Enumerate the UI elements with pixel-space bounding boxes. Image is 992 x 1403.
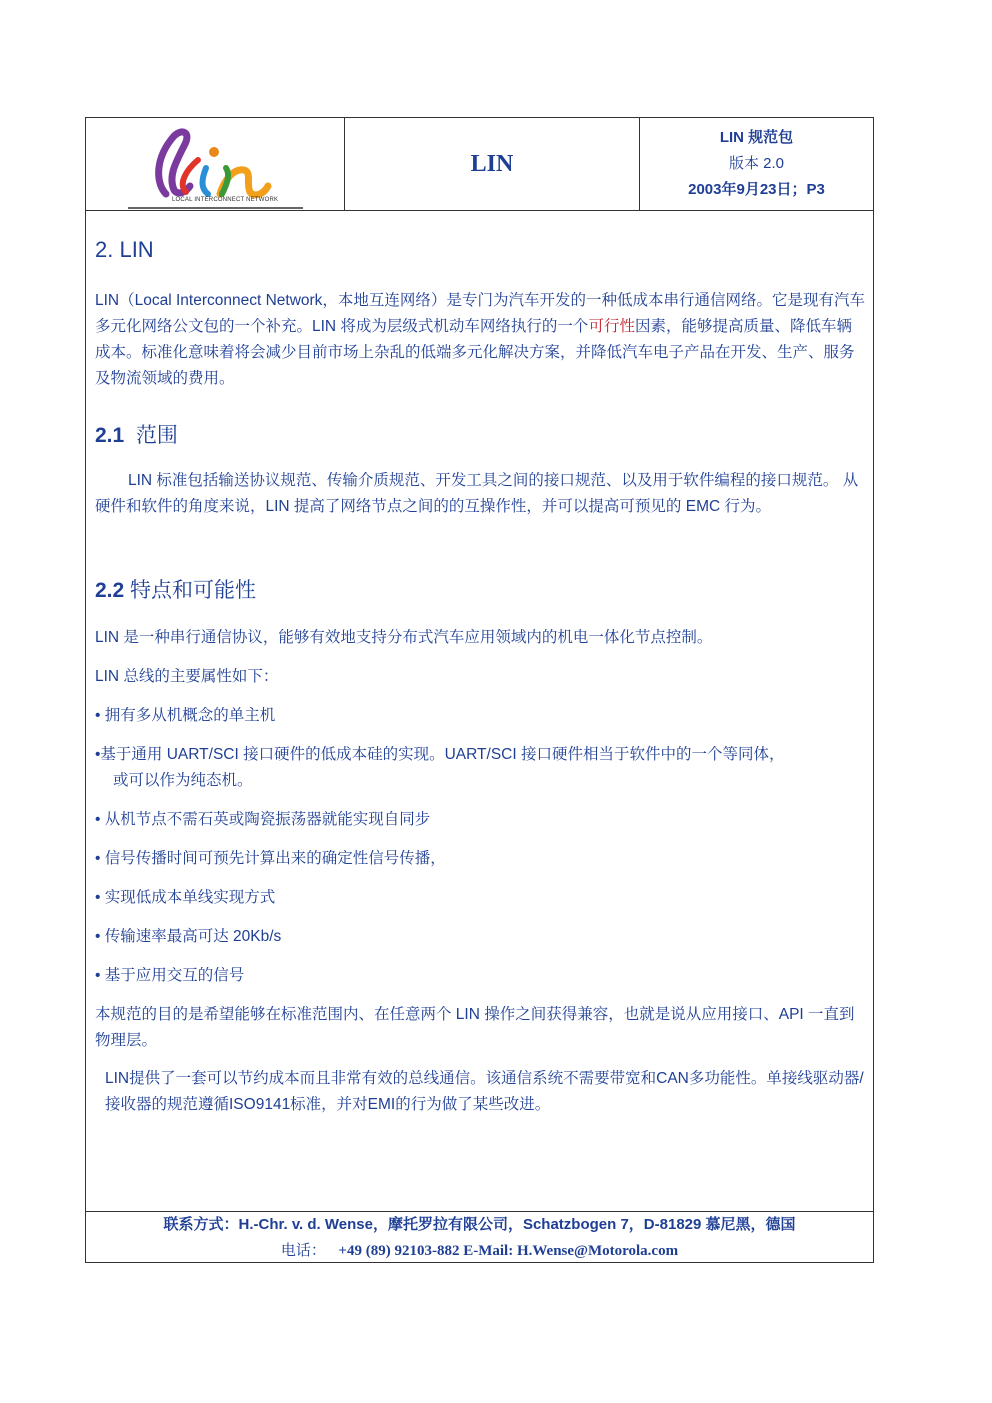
scope-paragraph: LIN 标准包括输送协议规范、传输介质规范、开发工具之间的接口规范、以及用于软件编程的接口规范。 从硬件和软件的角度来说，LIN 提高了网络节点之间的的互操作性，并可以提高可预见的 EMC 行为。: [95, 472, 859, 515]
features-paragraph-2: LIN 总线的主要属性如下：: [95, 668, 279, 685]
section-heading-features: 2.2 特点和可能性: [95, 579, 257, 602]
purpose-paragraph: 本规范的目的是希望能够在标准范围内、在任意两个 LIN 操作之间获得兼容，也就是说从应用接口、API 一直到物理层。: [95, 1006, 855, 1049]
title-cell: [345, 118, 640, 210]
features-paragraph-1: LIN 是一种串行通信协议，能够有效地支持分布式汽车应用领域内的机电一体化节点控制。: [95, 629, 713, 646]
list-item: • 传输速率最高可达 20Kb/s: [95, 928, 282, 945]
list-item: • 基于应用交互的信号: [95, 967, 245, 984]
intro-paragraph: LIN（Local Interconnect Network，本地互连网络）是专门为汽车开发的一种低成本串行通信网络。它是现有汽车多元化网络公文包的一个补充。LIN 将成为层级式机动车网络执行的一个可行性因素，能够提高质量、降低车辆成本。标准化意味着将会减少目前市场上杂乱的低端多元化解决方案，并降低汽车电子产品在开发、生产、服务及物流领域的费用。: [95, 292, 865, 387]
summary-paragraph: LIN提供了一套可以节约成本而且非常有效的总线通信。该通信系统不需要带宽和CAN多功能性。单接线驱动器/接收器的规范遵循ISO9141标准，并对EMI的行为做了某些改进。: [105, 1070, 864, 1113]
page-header: [86, 118, 873, 211]
section-heading-scope: 2.1 范围: [95, 424, 178, 447]
section-heading-lin: 2. LIN: [95, 237, 154, 262]
spec-package-label: LIN 规范包: [719, 129, 794, 146]
logo-caption: LOCAL INTERCONNECT NETWORK: [172, 197, 279, 203]
list-item: • 拥有多从机概念的单主机: [95, 707, 276, 724]
highlight-text: 可行性: [588, 318, 635, 335]
list-item: • 信号传播时间可预先计算出来的确定性信号传播，: [95, 850, 446, 867]
phone-email-line: 电话： +49 (89) 92103-882 E-Mail: H.Wense@Motorola.com: [280, 1242, 679, 1259]
info-cell: [640, 118, 873, 210]
contact-line: 联系方式：H.-Chr. v. d. Wense，摩托罗拉有限公司，Schatzbogen 7，D-81829 慕尼黑，德国: [163, 1216, 796, 1233]
lin-logo-icon: [126, 124, 306, 200]
list-item: • 从机节点不需石英或陶瓷振荡器就能实现自同步: [95, 811, 431, 828]
document-title: LIN: [470, 150, 514, 177]
logo-divider: [128, 207, 303, 209]
date-page-label: 2003年9月23日；P3: [688, 181, 825, 198]
list-item: • 实现低成本单线实现方式: [95, 889, 276, 906]
logo-cell: [86, 118, 345, 210]
version-label: 版本 2.0: [728, 155, 785, 172]
list-item: •基于通用 UART/SCI 接口硬件的低成本硅的实现。UART/SCI 接口硬件相当于软件中的一个等同体， 或可以作为纯态机。: [95, 746, 785, 789]
page-footer: [86, 1211, 873, 1263]
document-frame: [85, 117, 874, 1263]
